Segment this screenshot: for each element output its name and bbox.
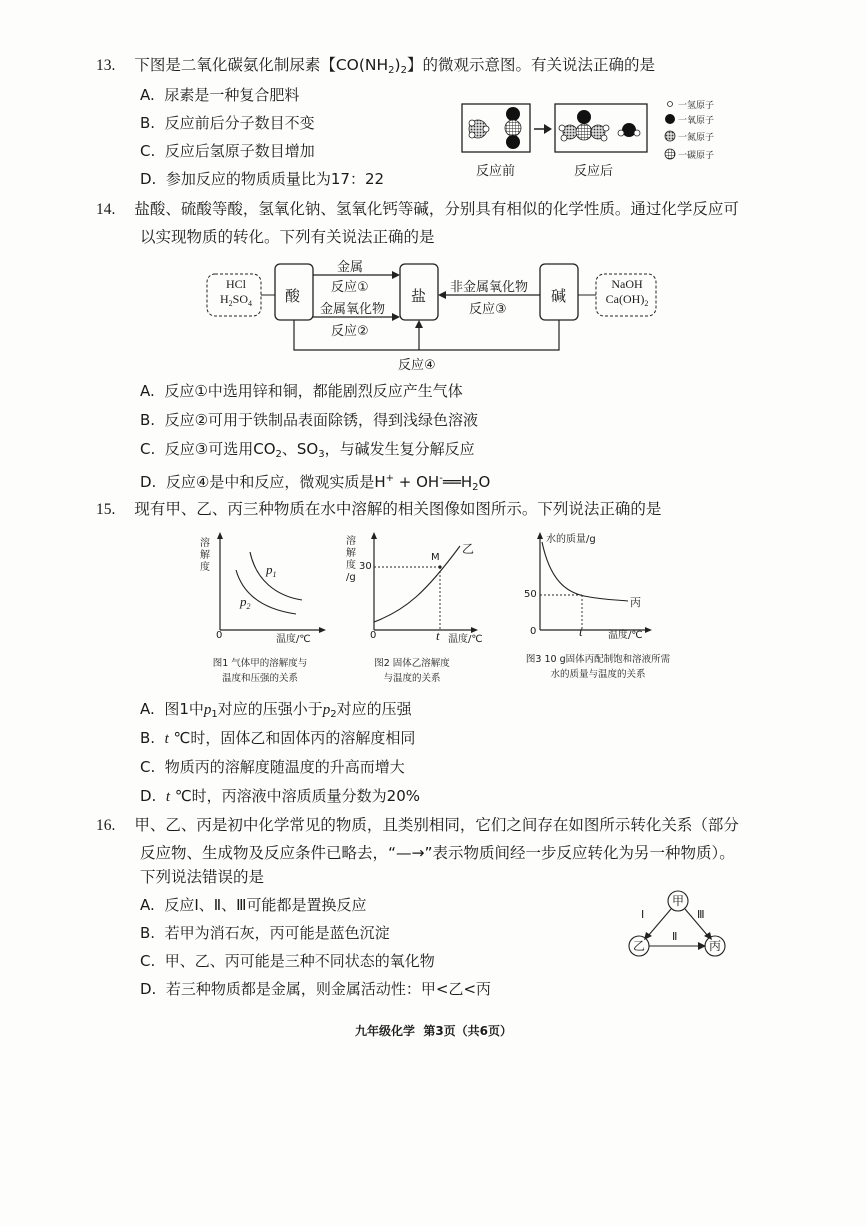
stem-text: )	[394, 56, 401, 74]
ylabel-char: 度	[346, 560, 356, 571]
fig1-caption	[190, 656, 330, 686]
question-16-stem-line2: 反应物、生成物及反应条件已略去，“—→”表示物质间经一步反应转化为另一种物质）。	[140, 844, 735, 862]
q16-option-a[interactable]	[140, 894, 366, 916]
option-label: B.	[140, 924, 156, 942]
formula-part: Ca(OH)	[605, 292, 645, 306]
label-reaction-4: 反应④	[398, 358, 436, 373]
option-label: A.	[140, 700, 155, 718]
q15-option-b[interactable]	[140, 727, 415, 750]
label-metal-oxide: 金属氧化物	[320, 302, 386, 317]
p-label: p	[266, 562, 273, 577]
option-text: 对应的压强小于	[217, 700, 323, 718]
subscript: 1	[272, 570, 277, 579]
caption-line: 与温度的关系	[383, 673, 441, 684]
subscript: 4	[248, 299, 252, 308]
question-number: 13.	[96, 57, 116, 74]
fig2-curve-label: 乙	[462, 542, 475, 556]
superscript: -	[439, 473, 443, 484]
option-text: 若三种物质都是金属，则金属活动性：甲<乙<丙	[165, 980, 492, 998]
option-text: 反应Ⅰ、Ⅱ、Ⅲ可能都是置换反应	[164, 896, 367, 914]
page-footer: 九年级化学 第3页（共6页）	[354, 1024, 513, 1038]
curve-yi	[374, 546, 460, 622]
italic-t: t	[164, 731, 169, 747]
option-text: 尿素是一种复合肥料	[164, 86, 300, 104]
q13-molecule-diagram	[458, 98, 858, 182]
q16-option-d[interactable]	[140, 978, 491, 1000]
fig3-ylabel: 水的质量/g	[546, 534, 596, 545]
option-label: D.	[140, 787, 157, 805]
node-bing: 丙	[709, 939, 722, 953]
acid-hcl: HCl	[225, 277, 246, 291]
option-text: 甲、乙、丙可能是三种不同状态的氧化物	[164, 952, 435, 970]
subscript: 2	[246, 602, 251, 611]
question-15-stem	[96, 498, 661, 521]
option-text: 对应的压强	[336, 700, 412, 718]
salt-node: 盐	[411, 287, 427, 305]
label-reaction-i: Ⅰ	[641, 909, 645, 921]
option-label: D.	[140, 170, 157, 188]
q16-option-b[interactable]	[140, 922, 390, 944]
subscript: 3	[318, 449, 325, 460]
option-label: C.	[140, 758, 156, 776]
fig2-point-m: M	[431, 552, 440, 563]
option-text: + OH	[394, 473, 440, 491]
legend-carbon: 一碳原子	[678, 151, 715, 161]
option-text: 、SO	[281, 440, 319, 458]
subscript: 2	[275, 449, 282, 460]
option-text: 反应③可选用CO	[164, 440, 276, 458]
subscript: 2	[388, 65, 395, 76]
fig2-caption	[342, 656, 482, 686]
caption-line: 图1 气体甲的溶解度与	[212, 658, 308, 669]
q14-option-a[interactable]	[140, 380, 463, 402]
subscript: 2	[330, 709, 337, 720]
italic-t: t	[165, 789, 171, 805]
q13-option-d[interactable]	[140, 168, 384, 190]
subscript: 2	[228, 299, 233, 308]
question-number: 14.	[96, 201, 116, 218]
q15-option-a[interactable]	[140, 698, 412, 726]
after-label: 反应后	[574, 164, 614, 179]
acids-box	[212, 277, 260, 311]
option-label: A.	[140, 86, 155, 104]
caption-line: 图3 10 g固体丙配制饱和溶液所需	[525, 654, 671, 665]
label-reaction-1: 反应①	[331, 280, 369, 295]
node-yi: 乙	[633, 939, 646, 953]
italic-p: p	[203, 702, 212, 718]
fig3-water-mass	[524, 530, 674, 650]
option-label: B.	[140, 411, 156, 429]
option-text: 反应①中选用锌和铜，都能剧烈反应产生气体	[164, 382, 463, 400]
question-16-stem	[96, 814, 739, 837]
q15-option-d[interactable]	[140, 785, 420, 808]
option-text: 物质丙的溶解度随温度的升高而增大	[164, 758, 405, 776]
question-14-stem	[96, 198, 739, 221]
fig3-tick-t: t	[579, 624, 583, 639]
ylabel-char: 解	[346, 548, 356, 559]
option-label: A.	[140, 382, 155, 400]
option-text: ══H	[442, 473, 473, 491]
curve-bing	[542, 542, 628, 601]
caption-line: 图2 固体乙溶解度	[374, 658, 450, 669]
before-label: 反应前	[476, 164, 516, 179]
stem-text: 现有甲、乙、丙三种物质在水中溶解的相关图像如图所示。下列说法正确的是	[134, 500, 662, 518]
subscript: 1	[211, 709, 218, 720]
stem-text: 盐酸、硫酸等酸，氢氧化钠、氢氧化钙等碱，分别具有相似的化学性质。通过化学反应可	[134, 200, 739, 218]
base-node: 碱	[551, 287, 567, 305]
fig1-ylabel: 溶解度	[200, 538, 210, 573]
question-16-stem-line3: 下列说法错误的是	[140, 868, 265, 886]
fig2-origin: 0	[370, 630, 377, 641]
option-text: O	[478, 473, 491, 491]
question-number: 15.	[96, 501, 116, 518]
caption-line: 水的质量与温度的关系	[550, 669, 646, 680]
q14-option-d[interactable]	[140, 468, 490, 499]
label-reaction-iii: Ⅲ	[697, 909, 705, 921]
option-text: ℃时，丙溶液中溶质质量分数为20%	[170, 787, 421, 805]
italic-p: p	[322, 702, 331, 718]
option-label: C.	[140, 440, 156, 458]
ylabel-char: 溶	[346, 536, 356, 547]
option-label: C.	[140, 142, 156, 160]
label-nonmetal-oxide: 非金属氧化物	[450, 280, 529, 295]
question-13-stem	[96, 54, 655, 82]
option-label: B.	[140, 729, 156, 747]
fig1-origin: 0	[216, 630, 223, 641]
option-label: D.	[140, 980, 157, 998]
option-text: 图1中	[164, 700, 204, 718]
q13-option-a[interactable]	[140, 84, 299, 106]
option-text: 反应后氢原子数目增加	[164, 142, 315, 160]
fig2-tick-t: t	[436, 628, 440, 643]
option-text: 反应前后分子数目不变	[164, 114, 315, 132]
option-text: ，与碱发生复分解反应	[324, 440, 475, 458]
fig1-xlabel: 温度/℃	[276, 634, 311, 645]
fig3-caption	[518, 652, 678, 682]
option-label: C.	[140, 952, 156, 970]
fig3-xlabel: 温度/℃	[608, 630, 643, 641]
question-14-stem-line2: 以实现物质的转化。下列有关说法正确的是	[140, 228, 435, 246]
bases-box	[597, 277, 657, 311]
q14-option-b[interactable]	[140, 409, 478, 431]
node-jia: 甲	[672, 894, 685, 908]
subscript: 2	[644, 299, 649, 308]
p-label: p	[240, 594, 247, 609]
label-reaction-ii: Ⅱ	[672, 931, 678, 943]
stem-text: 甲、乙、丙是初中化学常见的物质，且类别相同，它们之间存在如图所示转化关系（部分	[134, 816, 739, 834]
label-reaction-3: 反应③	[469, 302, 507, 317]
fig2-ylabel	[346, 536, 356, 584]
option-text: 参加反应的物质质量比为17：22	[165, 170, 385, 188]
legend-oxygen: 一氧原子	[678, 116, 715, 126]
fig3-origin: 0	[530, 626, 537, 637]
q15-option-c[interactable]	[140, 756, 405, 778]
legend-nitrogen: 一氮原子	[678, 133, 715, 143]
q13-option-c[interactable]	[140, 140, 315, 162]
stem-text: 下图是二氧化碳氨化制尿素【CO(NH	[134, 56, 389, 74]
q14-option-c[interactable]	[140, 438, 475, 466]
ylabel-char: /g	[346, 572, 356, 583]
fig1-p1-label	[266, 562, 277, 579]
q13-option-b[interactable]	[140, 112, 315, 134]
q16-option-c[interactable]	[140, 950, 435, 972]
option-label: D.	[140, 473, 157, 491]
legend-hydrogen: 一氢原子	[678, 101, 715, 111]
option-label: B.	[140, 114, 156, 132]
fig3-tick-50: 50	[524, 589, 537, 600]
option-text: 若甲为消石灰，丙可能是蓝色沉淀	[164, 924, 390, 942]
option-text: 反应②可用于铁制品表面除锈，得到浅绿色溶液	[164, 411, 479, 429]
acid-node: 酸	[285, 287, 301, 305]
formula-part: H	[219, 292, 229, 306]
acid-h2so4	[212, 292, 260, 311]
option-text: ℃时，固体乙和固体丙的溶解度相同	[168, 729, 416, 747]
subscript: 2	[472, 482, 479, 493]
fig2-tick-30: 30	[359, 561, 372, 572]
option-text: 反应④是中和反应，微观实质是H	[165, 473, 386, 491]
label-reaction-2: 反应②	[331, 324, 369, 339]
option-label: A.	[140, 896, 155, 914]
base-caoh2	[597, 292, 657, 311]
fig1-p2-label	[240, 594, 251, 611]
base-naoh: NaOH	[611, 277, 643, 291]
subscript: 2	[400, 65, 407, 76]
label-metal: 金属	[337, 260, 364, 275]
fig2-xlabel: 温度/℃	[448, 634, 483, 645]
fig3-curve-label: 丙	[630, 596, 641, 609]
formula-part: SO	[232, 292, 248, 306]
caption-line: 温度和压强的关系	[221, 673, 298, 684]
stem-text: 】的微观示意图。有关说法正确的是	[406, 56, 655, 74]
question-number: 16.	[96, 817, 116, 834]
superscript: +	[385, 473, 394, 484]
